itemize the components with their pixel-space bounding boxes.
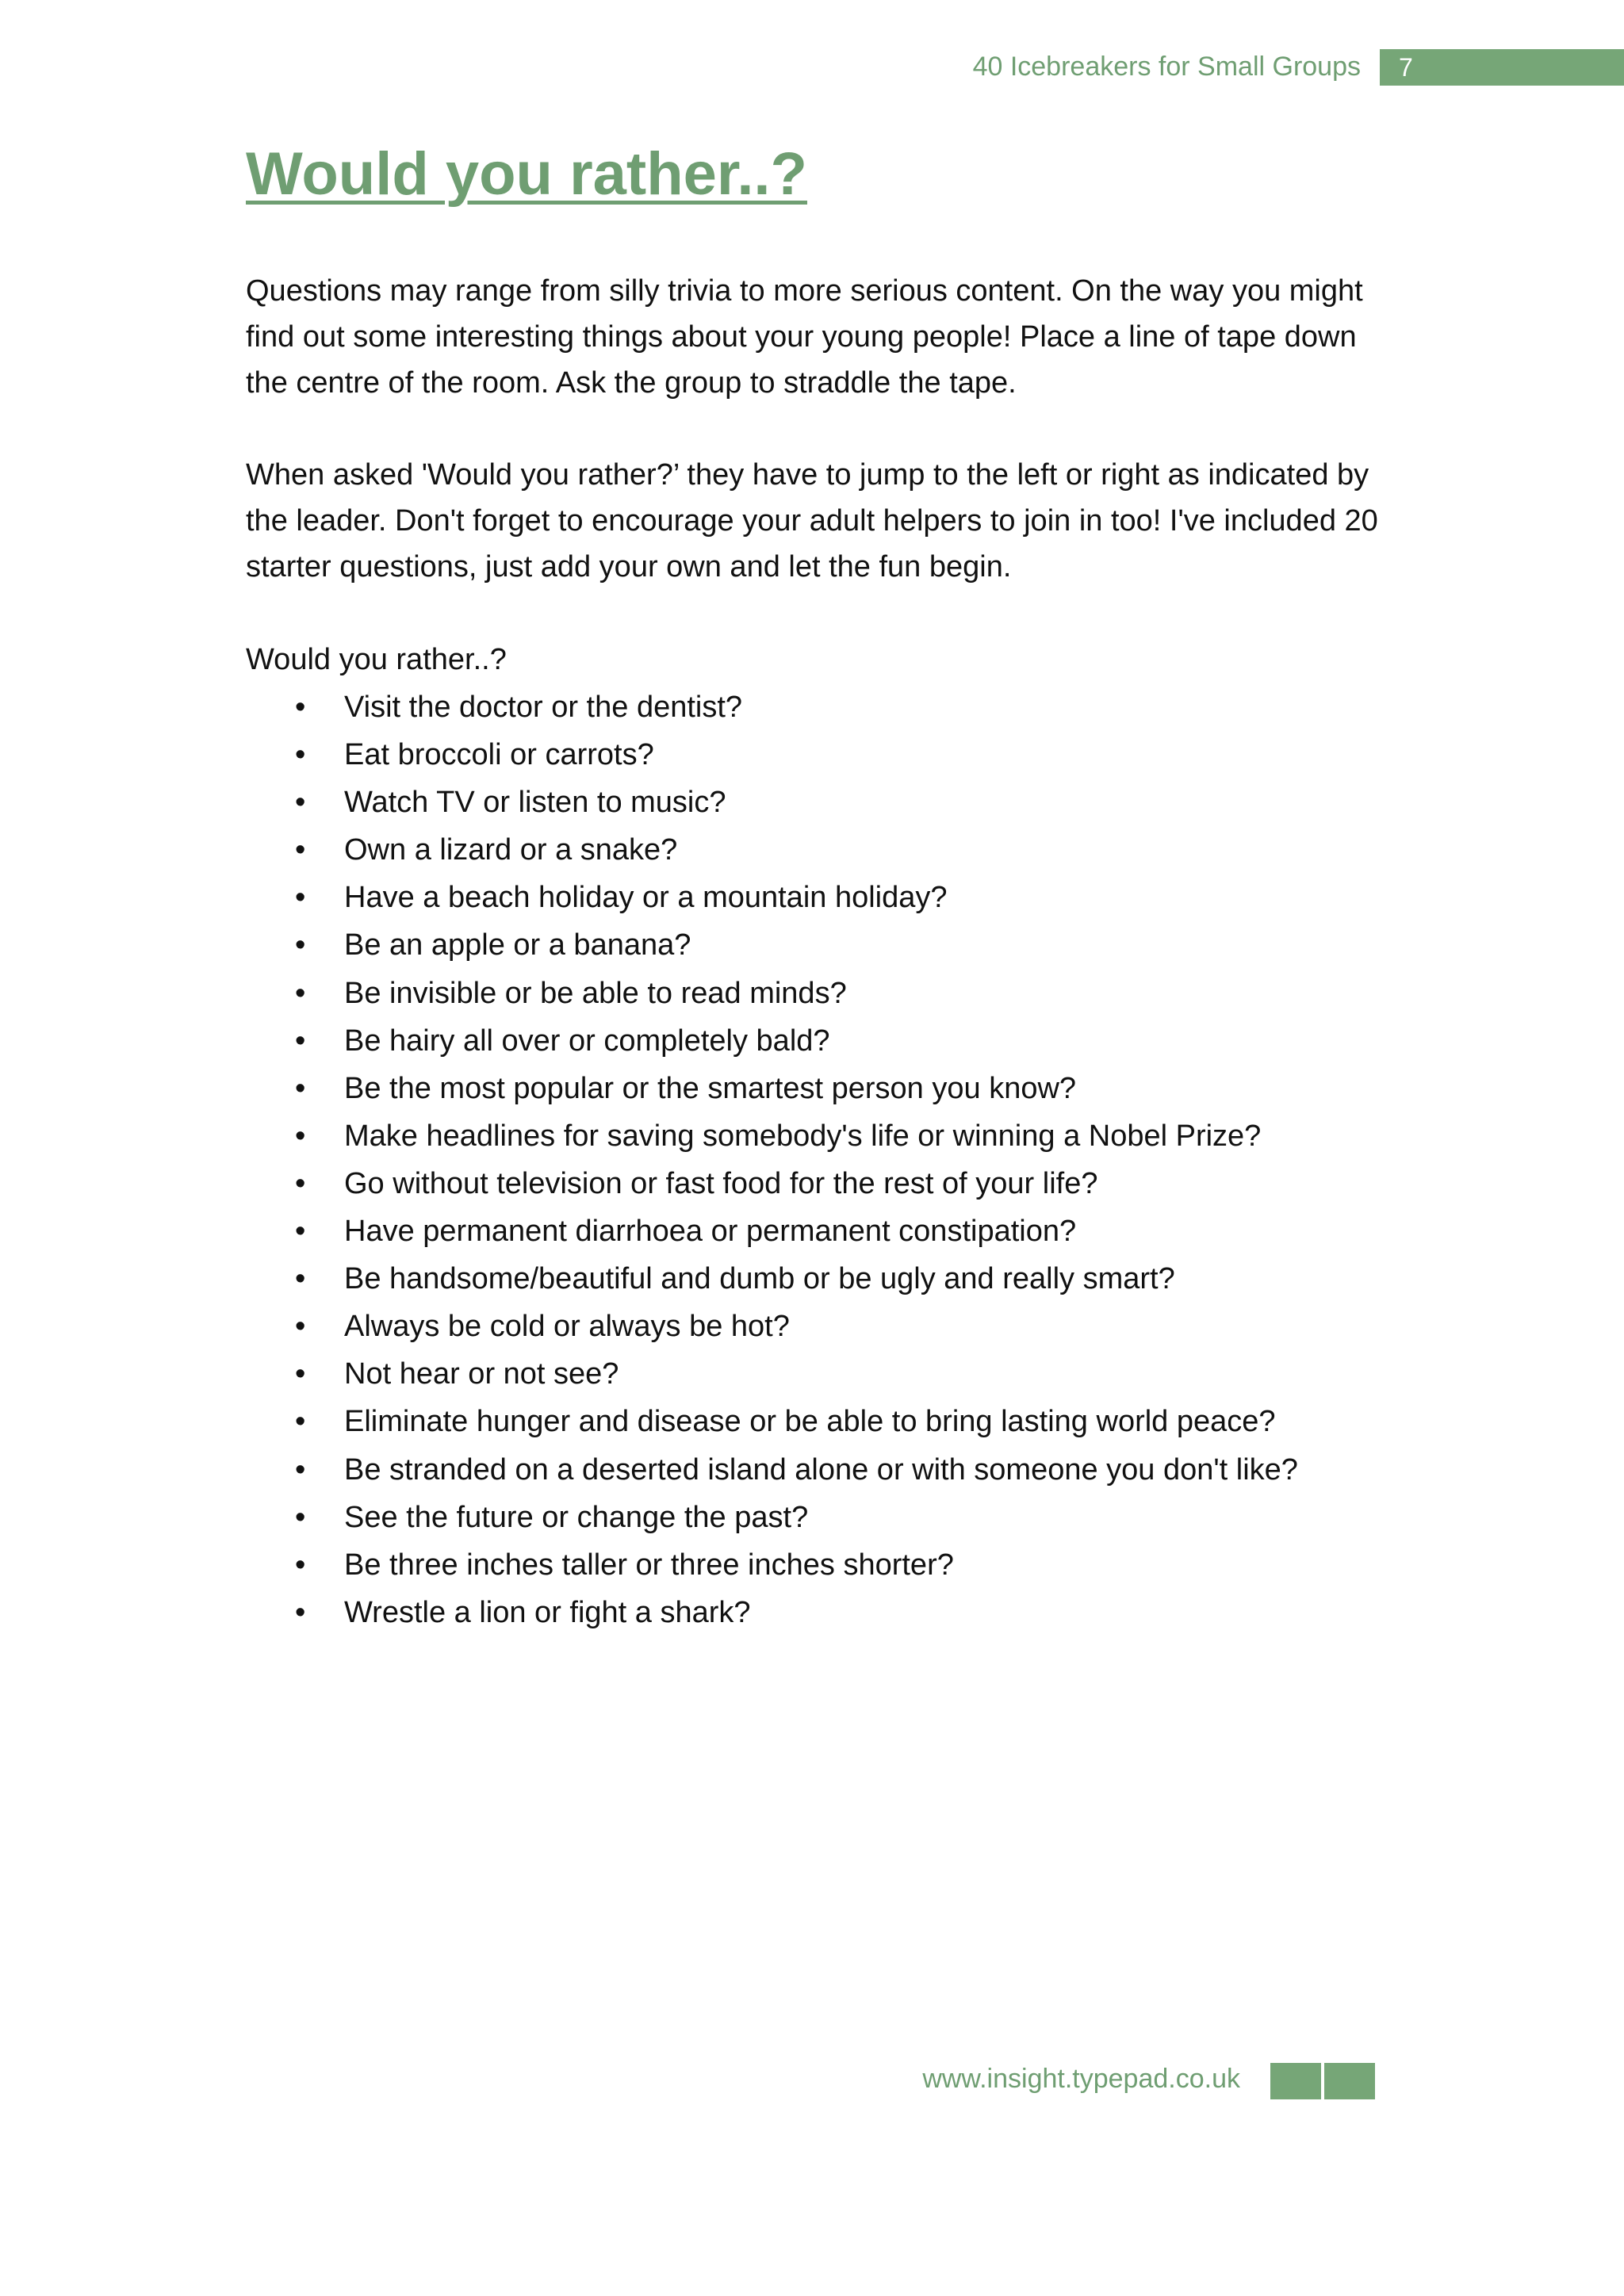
intro-paragraph: Questions may range from silly trivia to more serious content. On the way you might find out some interesting things about your young people! Place a line of tape down the centre of the room. Ask the group to straddle the tape. [246, 274, 1363, 400]
question-text: Go without television or fast food for the rest of your life? [344, 1166, 1098, 1200]
footer-accent-block [1324, 2063, 1375, 2099]
footer-url: www.insight.typepad.co.uk [922, 2064, 1240, 2094]
list-item [246, 683, 1388, 731]
bullet-icon: • [295, 1215, 306, 1249]
bullet-icon: • [295, 1310, 306, 1344]
bullet-icon: • [295, 881, 306, 915]
list-intro: Would you rather..? [246, 643, 507, 676]
header-page-bar [1380, 49, 1624, 86]
bullet-icon: • [295, 976, 306, 1010]
list-item [246, 1160, 1388, 1207]
question-text: Have a beach holiday or a mountain holiday? [344, 881, 948, 915]
question-text: Have permanent diarrhoea or permanent constipation? [344, 1215, 1077, 1249]
question-list [246, 683, 1388, 1636]
bullet-icon: • [295, 786, 306, 820]
question-text: Wrestle a lion or fight a shark? [344, 1595, 751, 1629]
bullet-icon: • [295, 1024, 306, 1058]
question-text: Watch TV or listen to music? [344, 786, 726, 820]
list-item [246, 826, 1388, 874]
list-item [246, 1303, 1388, 1350]
bullet-icon: • [295, 691, 306, 724]
question-text: Be stranded on a deserted island alone or with someone you don't like? [344, 1452, 1298, 1487]
list-item [246, 1065, 1388, 1112]
question-text: Be three inches taller or three inches shorter? [344, 1548, 954, 1582]
question-text: Be handsome/beautiful and dumb or be ugly and really smart? [344, 1262, 1175, 1296]
bullet-icon: • [295, 1357, 306, 1391]
question-text: Not hear or not see? [344, 1357, 619, 1391]
question-text: Make headlines for saving somebody's life or winning a Nobel Prize? [344, 1119, 1262, 1153]
bullet-icon: • [295, 1071, 306, 1105]
bullet-icon: • [295, 1500, 306, 1534]
question-text: Visit the doctor or the dentist? [344, 691, 743, 724]
page-content [246, 268, 1388, 1636]
bullet-icon: • [295, 1595, 306, 1629]
list-item [246, 921, 1388, 969]
list-item [246, 1112, 1388, 1160]
header-title: 40 Icebreakers for Small Groups [972, 52, 1361, 82]
bullet-icon: • [295, 1262, 306, 1296]
question-text: Eliminate hunger and disease or be able to bring lasting world peace? [344, 1405, 1276, 1439]
bullet-icon: • [295, 1119, 306, 1153]
page-number: 7 [1399, 53, 1413, 82]
question-text: Be hairy all over or completely bald? [344, 1024, 830, 1058]
list-item [246, 1446, 1388, 1494]
instructions-paragraph: When asked 'Would you rather?’ they have to jump to the left or right as indicated by the leader. Don't forget to encourage your adult helpers to join in too! I've included 20 starter questions, just add your own and let the fun begin. [246, 458, 1378, 584]
question-text: Always be cold or always be hot? [344, 1310, 790, 1344]
bullet-icon: • [295, 833, 306, 867]
question-text: See the future or change the past? [344, 1500, 809, 1534]
list-item [246, 1255, 1388, 1303]
question-text: Be the most popular or the smartest person you know? [344, 1071, 1077, 1105]
list-item [246, 1017, 1388, 1065]
bullet-icon: • [295, 738, 306, 772]
list-item [246, 1398, 1388, 1445]
list-item [246, 1350, 1388, 1398]
list-item [246, 731, 1388, 779]
question-text: Be an apple or a banana? [344, 928, 691, 962]
question-text: Eat broccoli or carrots? [344, 738, 654, 772]
list-item [246, 1589, 1388, 1636]
bullet-icon: • [295, 1548, 306, 1582]
question-text: Be invisible or be able to read minds? [344, 976, 847, 1010]
question-text: Own a lizard or a snake? [344, 833, 678, 867]
list-item [246, 1207, 1388, 1255]
footer-accent-block [1270, 2063, 1321, 2099]
bullet-icon: • [295, 1452, 306, 1487]
bullet-icon: • [295, 1166, 306, 1200]
page-heading: Would you rather..? [246, 140, 807, 208]
list-item [246, 874, 1388, 921]
bullet-icon: • [295, 928, 306, 962]
list-item [246, 1541, 1388, 1589]
list-item [246, 779, 1388, 826]
bullet-icon: • [295, 1405, 306, 1439]
list-item [246, 970, 1388, 1017]
list-item [246, 1494, 1388, 1541]
